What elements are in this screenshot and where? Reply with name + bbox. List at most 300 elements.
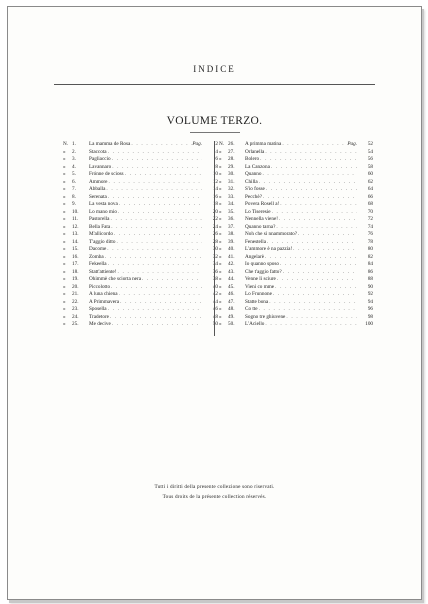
index-entry bbox=[63, 321, 218, 329]
entry-title: Orlanella bbox=[245, 148, 265, 155]
entry-number: 23. bbox=[72, 306, 79, 312]
entry-mark: » bbox=[219, 261, 222, 267]
index-entry bbox=[63, 156, 218, 164]
index-entry bbox=[219, 284, 373, 292]
entry-number: 44. bbox=[228, 276, 235, 282]
entry-number: 10. bbox=[72, 208, 79, 215]
entry-title: Nennella viene! bbox=[245, 216, 278, 222]
entry-number: 2. bbox=[72, 148, 76, 155]
index-entry bbox=[219, 291, 373, 299]
entry-page: 16 bbox=[212, 193, 218, 200]
entry-mark: » bbox=[219, 231, 222, 237]
entry-mark: » bbox=[63, 201, 66, 207]
entry-title: Dacome bbox=[89, 246, 107, 252]
entry-mark: » bbox=[219, 238, 222, 245]
entry-number: 11. bbox=[72, 216, 79, 222]
entry-number: 27. bbox=[228, 148, 235, 155]
entry-leader bbox=[108, 194, 202, 202]
entry-number: 40. bbox=[228, 246, 235, 252]
index-entry bbox=[63, 239, 218, 247]
index-entry bbox=[63, 276, 218, 284]
entry-title: Quanno bbox=[245, 171, 262, 177]
entry-title: Sogno tre ghiuvene bbox=[245, 313, 286, 320]
entry-page: 64 bbox=[367, 186, 373, 192]
entry-leader bbox=[265, 321, 357, 329]
entry-leader bbox=[142, 276, 202, 284]
entry-mark: » bbox=[219, 306, 222, 312]
index-entry bbox=[219, 254, 373, 262]
entry-mark: » bbox=[219, 291, 222, 297]
index-entry bbox=[219, 314, 373, 322]
entry-leader bbox=[116, 239, 202, 247]
entry-number: 16. bbox=[72, 253, 79, 260]
entry-mark: » bbox=[63, 223, 66, 230]
entry-title: Staccota bbox=[89, 148, 107, 155]
index-entry bbox=[219, 194, 373, 202]
entry-page: 38 bbox=[212, 276, 218, 282]
entry-leader bbox=[280, 261, 357, 269]
index-entry bbox=[219, 164, 373, 172]
entry-title: Chilla bbox=[245, 178, 258, 185]
index-entry bbox=[219, 171, 373, 179]
entry-leader bbox=[107, 246, 202, 254]
entry-title: Serenata bbox=[89, 193, 107, 200]
column-separator bbox=[214, 141, 215, 336]
entry-leader bbox=[277, 276, 357, 284]
entry-title: La Canzona bbox=[245, 163, 270, 170]
entry-number: 41. bbox=[228, 253, 235, 260]
entry-title: Che t'aggio fatto? bbox=[245, 268, 282, 275]
entry-title: Lo Frunnone bbox=[245, 291, 272, 297]
entry-mark: » bbox=[219, 283, 222, 290]
entry-number: 13. bbox=[72, 231, 79, 237]
entry-page: 98 bbox=[367, 313, 373, 320]
index-entry bbox=[63, 246, 218, 254]
index-entry bbox=[63, 209, 218, 217]
index-entry bbox=[219, 224, 373, 232]
copyright-note-italian: Tutti i diritti della presente collezione sono riservati. bbox=[154, 484, 275, 490]
entry-leader bbox=[265, 254, 357, 262]
entry-leader bbox=[112, 321, 202, 329]
index-entry bbox=[219, 269, 373, 277]
entry-number: 31. bbox=[228, 178, 235, 185]
entry-leader bbox=[119, 291, 202, 299]
entry-mark: » bbox=[63, 321, 66, 327]
index-entry bbox=[63, 261, 218, 269]
entry-mark: » bbox=[219, 163, 222, 170]
entry-page: 96 bbox=[367, 306, 373, 312]
header-title: INDICE bbox=[193, 64, 236, 74]
entry-mark: » bbox=[219, 193, 222, 200]
entry-leader bbox=[105, 254, 202, 262]
entry-leader bbox=[114, 231, 202, 239]
entry-title: L'ammore è na pazzia! bbox=[245, 246, 293, 252]
entry-leader bbox=[293, 246, 357, 254]
index-entry bbox=[63, 179, 218, 187]
entry-title: Povera Rosell a! bbox=[245, 201, 280, 207]
entry-title: A luna chiena bbox=[89, 291, 118, 297]
entry-title: Bella Fata bbox=[89, 223, 111, 230]
entry-leader bbox=[111, 224, 202, 232]
entry-page: 4 bbox=[215, 148, 218, 155]
entry-page: 42 bbox=[212, 291, 218, 297]
entry-number: 5. bbox=[72, 171, 76, 177]
entry-number: 19. bbox=[72, 276, 79, 282]
entry-title: Frónne de scioss bbox=[89, 171, 124, 177]
entry-leader bbox=[108, 261, 202, 269]
entry-page: 8 bbox=[215, 163, 218, 170]
entry-number: 30. bbox=[228, 171, 235, 177]
page-sheet bbox=[7, 6, 422, 600]
entry-mark: » bbox=[63, 298, 66, 305]
index-entry bbox=[219, 246, 373, 254]
index-entry bbox=[63, 254, 218, 262]
entry-number: 38. bbox=[228, 231, 235, 237]
index-entry bbox=[63, 164, 218, 172]
entry-mark: » bbox=[63, 231, 66, 237]
entry-number: 37. bbox=[228, 223, 235, 230]
index-entry bbox=[63, 186, 218, 194]
entry-page: 26 bbox=[212, 231, 218, 237]
entry-number: 15. bbox=[72, 246, 79, 252]
entry-page: 48 bbox=[212, 313, 218, 320]
entry-page: 12 bbox=[212, 178, 218, 185]
entry-number: 32. bbox=[228, 186, 235, 192]
entry-page: 94 bbox=[367, 298, 373, 305]
entry-title: Vieni co mme bbox=[245, 283, 275, 290]
entry-title: Pastorella bbox=[89, 216, 110, 222]
entry-title: Pecchè? bbox=[245, 193, 262, 200]
index-entry bbox=[219, 209, 373, 217]
index-left-column bbox=[63, 141, 218, 329]
entry-page: 28 bbox=[212, 238, 218, 245]
entry-mark: » bbox=[63, 208, 66, 215]
volume-title: VOLUME TERZO. bbox=[166, 115, 263, 127]
entry-leader bbox=[286, 314, 357, 322]
entry-title: Noh che sì nnammorato? bbox=[245, 231, 298, 237]
entry-mark: » bbox=[63, 261, 66, 267]
entry-page: 90 bbox=[367, 283, 373, 290]
entry-number: 4. bbox=[72, 163, 76, 170]
entry-mark: » bbox=[219, 208, 222, 215]
entry-leader bbox=[262, 171, 357, 179]
entry-title: Bolero bbox=[245, 156, 260, 162]
entry-leader bbox=[282, 141, 347, 149]
entry-mark: » bbox=[63, 156, 66, 162]
entry-title: Abballa bbox=[89, 186, 106, 192]
entry-title: Angelarè bbox=[245, 253, 265, 260]
index-entry bbox=[219, 201, 373, 209]
entry-page: 60 bbox=[367, 171, 373, 177]
entry-leader bbox=[280, 201, 357, 209]
index-entry bbox=[219, 231, 373, 239]
entry-title: Lo Tiseresie bbox=[245, 208, 271, 215]
index-entry bbox=[219, 299, 373, 307]
entry-number: 46. bbox=[228, 291, 235, 297]
entry-title: Piccolotto bbox=[89, 283, 111, 290]
entry-title: T'aggio ditto bbox=[89, 238, 116, 245]
entry-page: 66 bbox=[367, 193, 373, 200]
entry-leader bbox=[273, 291, 357, 299]
entry-title: Quanno tarna? bbox=[245, 223, 276, 230]
index-entry bbox=[219, 306, 373, 314]
entry-mark: » bbox=[219, 178, 222, 185]
entry-number: 22. bbox=[72, 298, 79, 305]
entry-mark: » bbox=[63, 193, 66, 200]
entry-number: 48. bbox=[228, 306, 235, 312]
entry-number: 42. bbox=[228, 261, 235, 267]
index-entry bbox=[63, 171, 218, 179]
entry-leader bbox=[108, 149, 202, 157]
entry-leader bbox=[110, 216, 202, 224]
entry-leader bbox=[108, 179, 202, 187]
entry-title: S'io fosse bbox=[245, 186, 265, 192]
entry-number: 17. bbox=[72, 261, 79, 267]
entry-number: 14. bbox=[72, 238, 79, 245]
entry-page: 2 bbox=[215, 141, 218, 147]
entry-mark: » bbox=[219, 186, 222, 192]
entry-number: 1. bbox=[72, 141, 76, 147]
index-entry bbox=[219, 156, 373, 164]
index-entry bbox=[63, 291, 218, 299]
entry-leader bbox=[283, 269, 357, 277]
index-entry bbox=[63, 314, 218, 322]
entry-mark: » bbox=[219, 148, 222, 155]
index-entry bbox=[219, 216, 373, 224]
index-entry bbox=[219, 276, 373, 284]
entry-mark: » bbox=[63, 276, 66, 282]
entry-number: 26. bbox=[228, 141, 235, 147]
entry-mark: » bbox=[63, 186, 66, 192]
entry-mark: » bbox=[219, 246, 222, 252]
copyright-note-french: Tous droits de la présente collection réservés. bbox=[162, 494, 267, 500]
entry-leader bbox=[265, 149, 357, 157]
entry-number: 28. bbox=[228, 156, 235, 162]
index-entry bbox=[63, 224, 218, 232]
entry-title: Me decive bbox=[89, 321, 111, 327]
entry-pag-label: Pag. bbox=[192, 141, 202, 147]
entry-leader bbox=[298, 231, 357, 239]
entry-leader bbox=[119, 201, 202, 209]
entry-page: 54 bbox=[367, 148, 373, 155]
entry-page: 84 bbox=[367, 261, 373, 267]
index-entry bbox=[219, 239, 373, 247]
entry-mark: » bbox=[219, 223, 222, 230]
entry-page: 92 bbox=[367, 291, 373, 297]
entry-number: 45. bbox=[228, 283, 235, 290]
entry-title: M'allicordo bbox=[89, 231, 113, 237]
entry-pag-label: Pag. bbox=[347, 141, 357, 147]
entry-number: 34. bbox=[228, 201, 235, 207]
entry-title: Zomba bbox=[89, 253, 104, 260]
entry-page: 70 bbox=[367, 208, 373, 215]
entry-leader bbox=[276, 224, 357, 232]
entry-mark: » bbox=[219, 201, 222, 207]
header-rule bbox=[54, 84, 375, 85]
entry-mark: » bbox=[63, 246, 66, 252]
entry-leader bbox=[108, 306, 202, 314]
entry-page: 32 bbox=[212, 253, 218, 260]
entry-page: 24 bbox=[212, 223, 218, 230]
entry-mark: » bbox=[219, 276, 222, 282]
entry-mark: » bbox=[219, 268, 222, 275]
entry-mark: N. bbox=[63, 141, 69, 147]
entry-mark: » bbox=[63, 178, 66, 185]
index-entry bbox=[63, 306, 218, 314]
index-entry bbox=[219, 179, 373, 187]
entry-leader bbox=[259, 306, 357, 314]
index-entry bbox=[219, 321, 373, 329]
entry-mark: » bbox=[63, 171, 66, 177]
entry-leader bbox=[112, 164, 202, 172]
entry-number: 20. bbox=[72, 283, 79, 290]
entry-mark: » bbox=[219, 171, 222, 177]
entry-number: 7. bbox=[72, 186, 76, 192]
entry-title: A primma matina bbox=[245, 141, 282, 147]
volume-underline bbox=[190, 132, 240, 133]
entry-leader bbox=[259, 179, 357, 187]
entry-leader bbox=[117, 269, 202, 277]
entry-mark: » bbox=[219, 321, 222, 327]
entry-page: 40 bbox=[212, 283, 218, 290]
entry-number: 25. bbox=[72, 321, 79, 327]
entry-leader bbox=[260, 156, 357, 164]
entry-page: 30 bbox=[212, 246, 218, 252]
entry-title: Co tte bbox=[245, 306, 258, 312]
index-entry bbox=[219, 149, 373, 157]
entry-number: 24. bbox=[72, 313, 79, 320]
entry-title: Venne lì sciure bbox=[245, 276, 276, 282]
entry-number: 47. bbox=[228, 298, 235, 305]
entry-leader bbox=[271, 164, 357, 172]
entry-mark: » bbox=[219, 298, 222, 305]
entry-leader bbox=[263, 194, 357, 202]
entry-leader bbox=[112, 156, 202, 164]
entry-title: Lo mano mio bbox=[89, 208, 117, 215]
entry-leader bbox=[118, 209, 202, 217]
entry-page: 62 bbox=[367, 178, 373, 185]
entry-title: Sposella bbox=[89, 306, 107, 312]
entry-mark: » bbox=[63, 163, 66, 170]
entry-page: 88 bbox=[367, 276, 373, 282]
entry-number: 9. bbox=[72, 201, 76, 207]
entry-page: 34 bbox=[212, 261, 218, 267]
entry-page: 14 bbox=[212, 186, 218, 192]
entry-title: La vesta nova bbox=[89, 201, 118, 207]
entry-mark: » bbox=[63, 291, 66, 297]
entry-mark: » bbox=[63, 306, 66, 312]
entry-mark: » bbox=[63, 148, 66, 155]
entry-page: 52 bbox=[367, 141, 373, 147]
entry-number: 6. bbox=[72, 178, 76, 185]
entry-number: 36. bbox=[228, 216, 235, 222]
entry-mark: » bbox=[219, 313, 222, 320]
entry-page: 36 bbox=[212, 268, 218, 275]
entry-number: 12. bbox=[72, 223, 79, 230]
entry-leader bbox=[269, 299, 357, 307]
entry-page: 22 bbox=[212, 216, 218, 222]
entry-title: Statt'attiente! bbox=[89, 268, 117, 275]
entry-number: 29. bbox=[228, 163, 235, 170]
entry-mark: » bbox=[63, 238, 66, 245]
index-entry bbox=[219, 261, 373, 269]
entry-title: Ammore bbox=[89, 178, 108, 185]
entry-mark: » bbox=[63, 268, 66, 275]
entry-page: 44 bbox=[212, 298, 218, 305]
entry-number: 49. bbox=[228, 313, 235, 320]
entry-page: 18 bbox=[212, 201, 218, 207]
entry-leader bbox=[110, 314, 202, 322]
index-entry bbox=[63, 269, 218, 277]
index-entry bbox=[63, 231, 218, 239]
entry-title: A Primmavera bbox=[89, 298, 120, 305]
entry-mark: » bbox=[219, 156, 222, 162]
index-entry bbox=[63, 201, 218, 209]
entry-mark: » bbox=[219, 253, 222, 260]
entry-page: 78 bbox=[367, 238, 373, 245]
entry-title: Fenestella bbox=[245, 238, 267, 245]
entry-page: 72 bbox=[367, 216, 373, 222]
entry-number: 39. bbox=[228, 238, 235, 245]
entry-mark: » bbox=[63, 253, 66, 260]
index-entry bbox=[63, 149, 218, 157]
entry-mark: » bbox=[63, 216, 66, 222]
entry-leader bbox=[279, 216, 357, 224]
entry-page: 56 bbox=[367, 156, 373, 162]
entry-number: 8. bbox=[72, 193, 76, 200]
entry-title: Lavannaro bbox=[89, 163, 112, 170]
index-entry bbox=[219, 141, 373, 149]
index-right-column bbox=[219, 141, 373, 329]
entry-number: 21. bbox=[72, 291, 79, 297]
index-entry bbox=[63, 216, 218, 224]
entry-page: 46 bbox=[212, 306, 218, 312]
entry-leader bbox=[111, 284, 202, 292]
entry-number: 18. bbox=[72, 268, 79, 275]
entry-leader bbox=[275, 284, 357, 292]
entry-number: 50. bbox=[228, 321, 235, 327]
index-entry bbox=[63, 299, 218, 307]
entry-leader bbox=[125, 171, 202, 179]
entry-page: 10 bbox=[212, 171, 218, 177]
index-entry bbox=[219, 186, 373, 194]
entry-title: Tradetore bbox=[89, 313, 109, 320]
entry-page: 80 bbox=[367, 246, 373, 252]
entry-mark: » bbox=[63, 283, 66, 290]
entry-title: Statte bona bbox=[245, 298, 269, 305]
entry-page: 20 bbox=[212, 208, 218, 215]
entry-mark: N. bbox=[219, 141, 225, 147]
entry-page: 82 bbox=[367, 253, 373, 260]
entry-page: 76 bbox=[367, 231, 373, 237]
index-entry bbox=[63, 141, 218, 149]
index-entry bbox=[63, 194, 218, 202]
entry-number: 3. bbox=[72, 156, 76, 162]
entry-page: 68 bbox=[367, 201, 373, 207]
index-entry bbox=[63, 284, 218, 292]
entry-number: 33. bbox=[228, 193, 235, 200]
entry-number: 35. bbox=[228, 208, 235, 215]
entry-title: Fekeella bbox=[89, 261, 107, 267]
entry-page: 100 bbox=[365, 321, 373, 327]
entry-title: La mamma de Rosa bbox=[89, 141, 131, 147]
entry-leader bbox=[106, 186, 202, 194]
entry-title: Ohimmè che sciorta nera bbox=[89, 276, 141, 282]
entry-page: 50 bbox=[212, 321, 218, 327]
entry-page: 86 bbox=[367, 268, 373, 275]
entry-page: 74 bbox=[367, 223, 373, 230]
entry-page: 58 bbox=[367, 163, 373, 170]
